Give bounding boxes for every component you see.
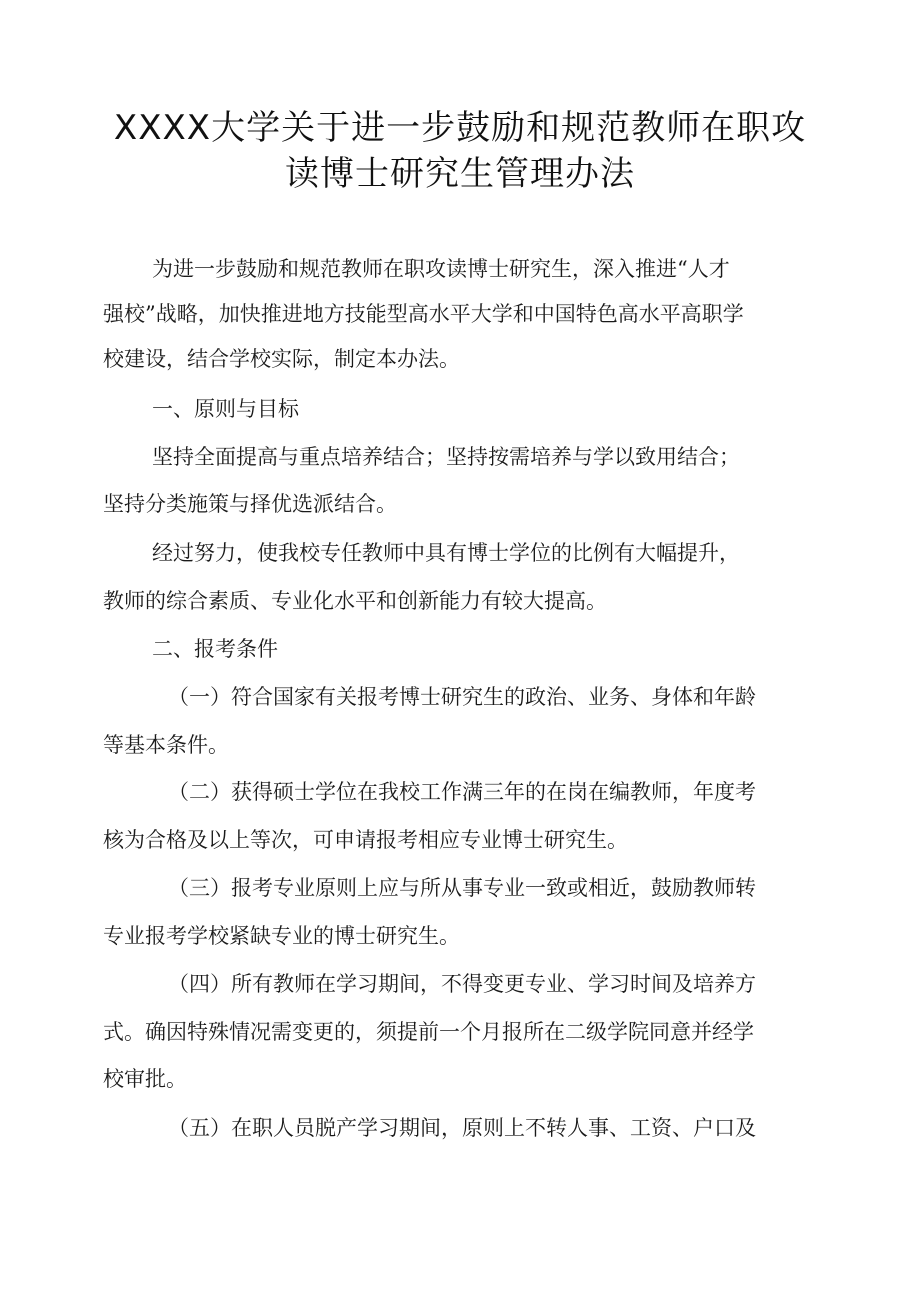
paragraph-line: 专业报考学校紧缺专业的博士研究生。: [103, 924, 460, 948]
section-heading: 二、报考条件: [152, 637, 278, 661]
paragraph-line: 为进一步鼓励和规范教师在职攻读博士研究生，深入推进“人才: [152, 257, 730, 281]
paragraph-line: （五）在职人员脱产学习期间，原则上不转人事、工资、户口及: [168, 1116, 756, 1140]
section-heading: 一、原则与目标: [152, 397, 299, 421]
paragraph-line: 教师的综合素质、专业化水平和创新能力有较大提高。: [103, 589, 607, 613]
paragraph-line: 校审批。: [103, 1067, 187, 1091]
paragraph-line: 坚持全面提高与重点培养结合；坚持按需培养与学以致用结合；: [152, 445, 740, 469]
paragraph-line: （一）符合国家有关报考博士研究生的政治、业务、身体和年龄: [168, 685, 756, 709]
paragraph-line: （二）获得硕士学位在我校工作满三年的在岗在编教师，年度考: [168, 780, 756, 804]
paragraph-line: 式。确因特殊情况需变更的，须提前一个月报所在二级学院同意并经学: [103, 1020, 754, 1044]
paragraph-line: （四）所有教师在学习期间，不得变更专业、学习时间及培养方: [168, 972, 756, 996]
paragraph-line: （三）报考专业原则上应与所从事专业一致或相近，鼓励教师转: [168, 876, 756, 900]
paragraph-line: 等基本条件。: [103, 733, 229, 757]
paragraph-line: 经过努力，使我校专任教师中具有博士学位的比例有大幅提升，: [152, 541, 740, 565]
paragraph-line: 校建设，结合学校实际，制定本办法。: [103, 347, 460, 371]
paragraph-line: 强校”战略，加快推进地方技能型高水平大学和中国特色高水平高职学: [103, 302, 744, 326]
paragraph-line: 坚持分类施策与择优选派结合。: [103, 492, 397, 516]
paragraph-line: 核为合格及以上等次，可申请报考相应专业博士研究生。: [103, 828, 628, 852]
document-title-line-1: XXXX大学关于进一步鼓励和规范教师在职攻: [113, 108, 807, 148]
document-title-line-2: 读博士研究生管理办法: [285, 154, 635, 194]
